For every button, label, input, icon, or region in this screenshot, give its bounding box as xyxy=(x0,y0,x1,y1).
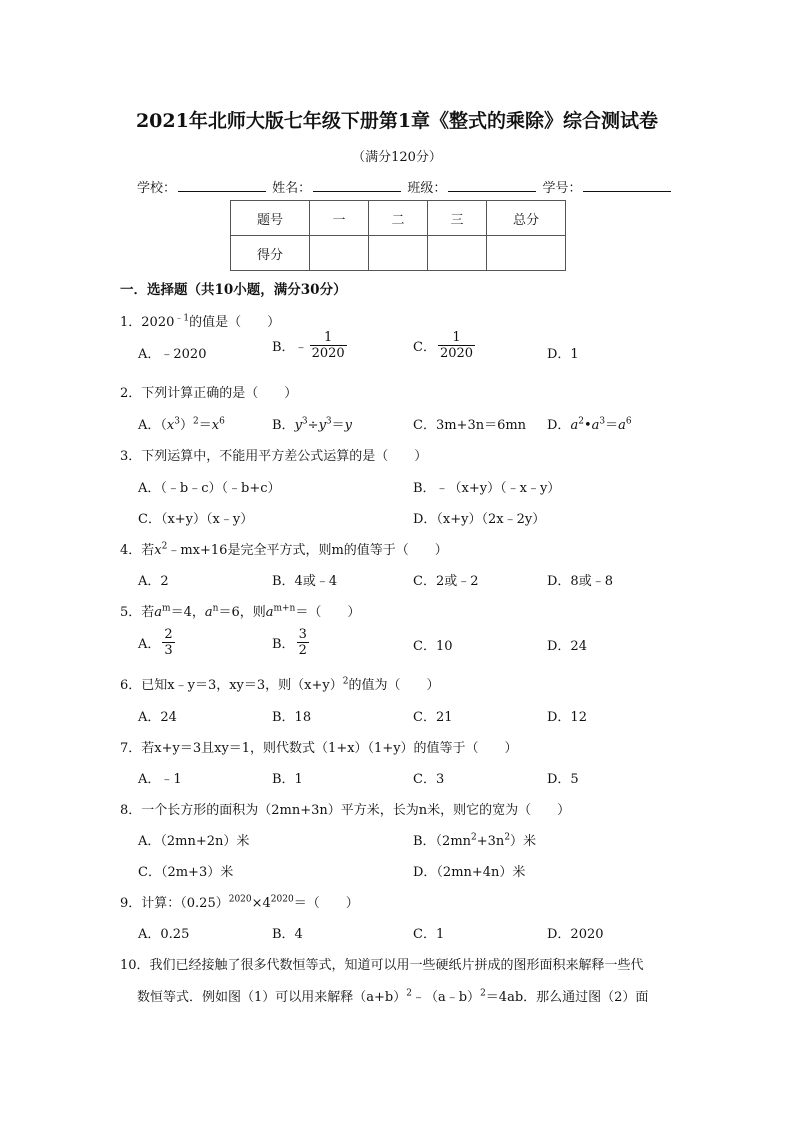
question-text: ﹣（a﹣b） xyxy=(411,990,481,1005)
fraction xyxy=(438,330,475,361)
question-3-option-b: B．﹣（x+y）（﹣x﹣y） xyxy=(413,481,561,496)
math-variable: a xyxy=(618,418,626,433)
question-text: 的值是（ ） xyxy=(189,315,281,330)
question-7-stem: 7．若x+y＝3且xy＝1，则代数式（1+x）（1+y）的值等于（ ） xyxy=(120,741,518,756)
fraction-numerator: 3 xyxy=(298,627,307,642)
question-text: ＝6，则 xyxy=(218,605,266,620)
math-exponent: n xyxy=(212,603,219,614)
question-text: ＝4ab．那么通过图（2）面 xyxy=(485,990,649,1005)
score-table-header-row xyxy=(231,201,566,236)
score-header-cell: 一 xyxy=(310,201,369,236)
fraction-denominator: 2 xyxy=(298,643,307,658)
class-label: 班级： xyxy=(407,181,447,196)
question-number: 1． xyxy=(120,315,142,330)
score-header-cell: 二 xyxy=(369,201,428,236)
question-7-option-c: C．3 xyxy=(413,772,445,787)
option-text: ） xyxy=(179,418,193,433)
question-text: 4．若 xyxy=(120,543,155,558)
score-table-score-row xyxy=(231,236,566,271)
question-2-option-b xyxy=(272,414,352,433)
math-variable: a xyxy=(265,605,274,620)
score-header-cell: 三 xyxy=(428,201,487,236)
math-variable: x xyxy=(211,418,220,433)
score-cell xyxy=(369,236,428,271)
math-exponent: 6 xyxy=(625,416,632,427)
question-8-option-b xyxy=(413,830,536,849)
math-exponent: ﹣1 xyxy=(174,313,190,324)
question-5-option-b xyxy=(272,627,309,658)
option-text: ＝ xyxy=(605,418,619,433)
question-1-option-d: D．1 xyxy=(547,347,579,362)
question-5-stem xyxy=(120,601,360,620)
question-6-option-b: B．18 xyxy=(272,710,312,725)
math-exponent: 2020 xyxy=(270,894,294,905)
score-table xyxy=(230,200,566,271)
math-exponent: 2 xyxy=(578,416,584,427)
question-8-option-c: C．（2m+3）米 xyxy=(138,865,234,880)
question-text: ×4 xyxy=(251,896,271,911)
question-9-option-c: C．1 xyxy=(413,927,445,942)
math-base: 2020 xyxy=(141,315,175,330)
name-blank xyxy=(313,179,401,192)
math-exponent: 3 xyxy=(599,416,606,427)
question-text: ＝（ ） xyxy=(295,605,361,620)
page-subtitle: （满分120分） xyxy=(352,150,442,165)
math-exponent: 3 xyxy=(325,416,332,427)
question-text: ＝4， xyxy=(170,605,205,620)
question-9-option-d: D．2020 xyxy=(547,927,604,942)
math-variable: x xyxy=(166,418,175,433)
math-variable: a xyxy=(570,418,579,433)
question-5-option-d: D．24 xyxy=(547,639,587,654)
question-9-stem xyxy=(120,892,359,911)
question-text: ＝（ ） xyxy=(293,896,359,911)
math-variable: y xyxy=(344,418,353,433)
student-info-line xyxy=(137,177,673,196)
math-exponent: 2 xyxy=(161,541,168,552)
question-text: 的值为（ ） xyxy=(348,678,440,693)
question-3-option-a: A．（﹣b﹣c）（﹣b+c） xyxy=(138,481,281,496)
math-exponent: 2 xyxy=(342,676,349,687)
question-9-option-a: A．0.25 xyxy=(138,927,190,942)
question-text: 6．已知x﹣y＝3，xy＝3，则（x+y） xyxy=(120,678,343,693)
question-2-option-a xyxy=(138,414,225,433)
question-4-option-a: A．2 xyxy=(138,574,169,589)
option-text: ＝ xyxy=(198,418,212,433)
math-exponent: m xyxy=(162,603,171,614)
fraction-numerator: 2 xyxy=(164,627,173,642)
option-text: B．（2mn xyxy=(413,834,472,849)
question-text: 9．计算：（0.25） xyxy=(120,896,229,911)
question-5-option-a xyxy=(138,627,175,658)
fraction-denominator: 2020 xyxy=(311,346,345,361)
number-label: 学号： xyxy=(542,181,582,196)
page-title: 2021年北师大版七年级下册第1章《整式的乘除》综合测试卷 xyxy=(135,110,659,132)
score-header-cell: 题号 xyxy=(231,201,310,236)
score-row-label: 得分 xyxy=(231,236,310,271)
option-text: • xyxy=(583,418,592,433)
question-1-option-a: A．﹣2020 xyxy=(138,347,207,362)
question-1-option-c xyxy=(413,330,475,361)
question-6-stem xyxy=(120,674,439,693)
school-blank xyxy=(178,179,266,192)
math-variable: a xyxy=(154,605,163,620)
option-text: D． xyxy=(547,418,571,433)
math-variable: a xyxy=(204,605,213,620)
score-header-cell: 总分 xyxy=(487,201,566,236)
school-label: 学校： xyxy=(137,181,177,196)
math-exponent: 2 xyxy=(192,416,199,427)
fraction xyxy=(162,627,174,658)
math-variable: y xyxy=(294,418,302,433)
question-6-option-c: C．21 xyxy=(413,710,453,725)
fraction-numerator: 1 xyxy=(310,330,347,346)
option-text: ÷ xyxy=(307,418,319,433)
question-6-option-d: D．12 xyxy=(547,710,587,725)
question-2-stem: 2．下列计算正确的是（ ） xyxy=(120,386,298,401)
fraction xyxy=(310,330,347,361)
math-variable: y xyxy=(318,418,326,433)
question-1-option-b xyxy=(272,330,347,361)
class-blank xyxy=(448,179,536,192)
option-text: A．（ xyxy=(138,418,167,433)
option-label: B．﹣ xyxy=(272,340,308,355)
question-4-option-c: C．2或﹣2 xyxy=(413,574,479,589)
question-text: ﹣mx+16是完全平方式，则m的值等于（ ） xyxy=(167,543,448,558)
question-4-option-d: D．8或﹣8 xyxy=(547,574,613,589)
question-6-option-a: A．24 xyxy=(138,710,177,725)
question-1-stem xyxy=(120,311,280,330)
fraction xyxy=(297,627,309,658)
math-variable: x xyxy=(154,543,162,558)
question-10-line-1: 10．我们已经接触了很多代数恒等式，知道可以用一些硬纸片拼成的图形面积来解释一些代 xyxy=(120,958,644,973)
question-4-option-b: B．4或﹣4 xyxy=(272,574,338,589)
math-exponent: 2 xyxy=(480,988,486,999)
math-exponent: 6 xyxy=(219,416,225,427)
score-cell xyxy=(310,236,369,271)
math-exponent: 2 xyxy=(504,832,511,843)
option-text: ＝ xyxy=(331,418,345,433)
question-8-option-a: A．（2mn+2n）米 xyxy=(138,834,250,849)
fraction-numerator: 1 xyxy=(438,330,475,346)
math-exponent: 2 xyxy=(471,832,477,843)
math-exponent: 3 xyxy=(174,416,180,427)
question-2-option-c: C．3m+3n＝6mn xyxy=(413,418,527,433)
question-5-option-c: C．10 xyxy=(413,639,453,654)
option-text: +3n xyxy=(476,834,505,849)
question-text: 5．若 xyxy=(120,605,155,620)
option-label: B． xyxy=(272,637,295,652)
math-variable: a xyxy=(591,418,600,433)
section-title: 一．选择题（共10小题，满分30分） xyxy=(120,282,347,298)
math-exponent: m+n xyxy=(273,603,296,614)
name-label: 姓名： xyxy=(272,181,312,196)
question-8-option-d: D．（2mn+4n）米 xyxy=(413,865,526,880)
question-9-option-b: B．4 xyxy=(272,927,303,942)
math-exponent: 2 xyxy=(406,988,412,999)
option-label: A． xyxy=(138,637,161,652)
math-exponent: 3 xyxy=(301,416,308,427)
question-7-option-d: D．5 xyxy=(547,772,579,787)
question-4-stem xyxy=(120,539,448,558)
question-7-option-b: B．1 xyxy=(272,772,303,787)
score-cell xyxy=(428,236,487,271)
question-2-option-d xyxy=(547,414,632,433)
question-text: 数恒等式．例如图（1）可以用来解释（a+b） xyxy=(137,990,407,1005)
fraction-denominator: 2020 xyxy=(439,346,474,361)
option-label: C． xyxy=(413,340,436,355)
fraction-denominator: 3 xyxy=(164,643,173,658)
question-3-stem: 3．下列运算中，不能用平方差公式运算的是（ ） xyxy=(120,449,428,464)
option-text: B． xyxy=(272,418,295,433)
number-blank xyxy=(583,179,671,192)
question-8-stem: 8．一个长方形的面积为（2mn+3n）平方米，长为n米，则它的宽为（ ） xyxy=(120,803,571,818)
option-text: ）米 xyxy=(510,834,537,849)
question-10-line-2 xyxy=(137,986,648,1005)
math-exponent: 2020 xyxy=(228,894,252,905)
question-3-option-c: C．（x+y）（x﹣y） xyxy=(138,512,254,527)
question-7-option-a: A．﹣1 xyxy=(138,772,182,787)
score-cell xyxy=(487,236,566,271)
question-3-option-d: D．（x+y）（2x﹣2y） xyxy=(413,512,546,527)
